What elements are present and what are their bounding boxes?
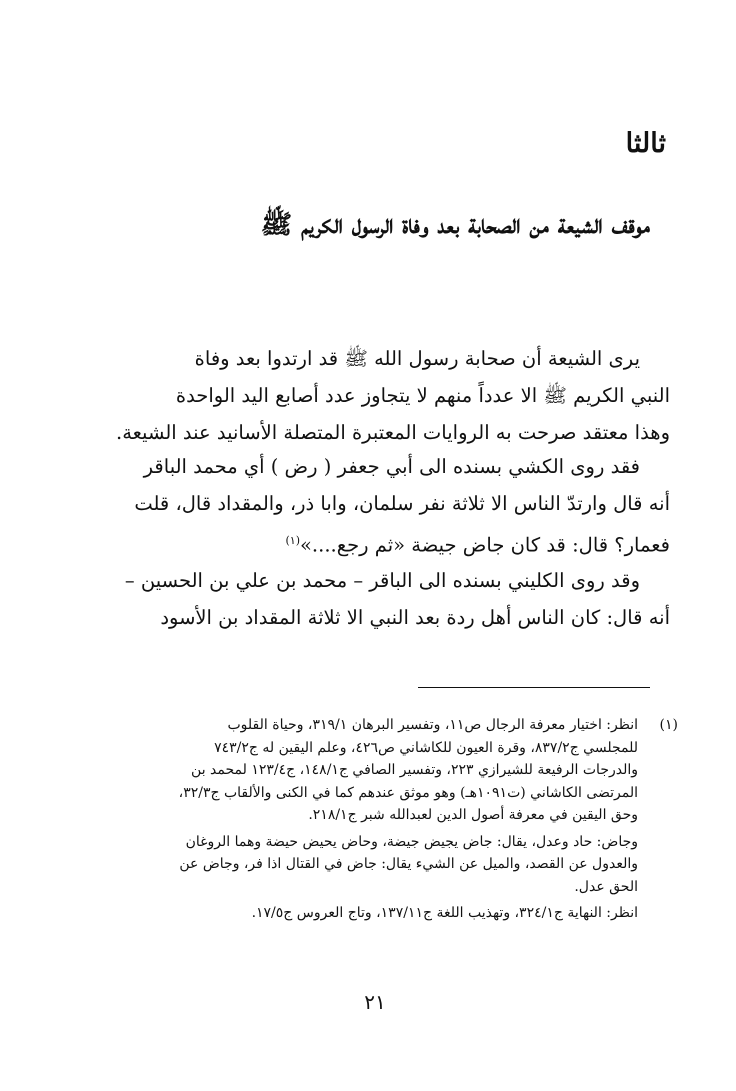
footnote-mark: (١) bbox=[659, 717, 678, 733]
paragraph-3-line-2: أنه قال: كان الناس أهل ردة بعد النبي الا ثلاثة المقداد بن الأسود bbox=[160, 606, 670, 629]
paragraph-2-line-2: أنه قال وارتدّ الناس الا ثلاثة نفر سلمان، وابا ذر، والمقداد قال، قلت bbox=[134, 492, 670, 515]
footnote-separator bbox=[418, 687, 650, 688]
page-number: ٢١ bbox=[364, 990, 386, 1014]
footnote-line: انظر: اختيار معرفة الرجال ص١١، وتفسير البرهان ٣١٩/١، وحياة القلوب bbox=[227, 717, 638, 733]
footnote-source-line: انظر: النهاية ج٣٢٤/١، وتهذيب اللغة ج١٣٧/١١، وتاج العروس ج١٧/٥. bbox=[251, 905, 638, 921]
footnote-line: والدرجات الرفيعة للشيرازي ٢٢٣، وتفسير الصافي ج١٤٨/١، ج١٢٣/٤ لمحمد بن bbox=[191, 762, 638, 778]
footnote-line: للمجلسي ج٨٣٧/٢، وقرة العيون للكاشاني ص٤٢٦، وعلم اليقين له ج٧٤٣/٢ bbox=[214, 739, 638, 756]
paragraph-1-line-1: يرى الشيعة أن صحابة رسول الله ﷺ قد ارتدوا بعد وفاة bbox=[194, 347, 640, 370]
paragraph-3-line-1: وقد روى الكليني بسنده الى الباقر – محمد بن علي بن الحسين – bbox=[124, 569, 640, 592]
footnote-continuation-line: وجاض: حاد وعدل، يقال: جاض يجيض جيضة، وحاض يحيض حيضة وهما الروغان bbox=[185, 833, 638, 850]
paragraph-2-line-3-text: فعمار؟ قال: قد كان جاض جيضة «ثم رجع....» bbox=[300, 533, 670, 557]
section-number-heading: ثالثا bbox=[625, 128, 666, 159]
footnote-1 bbox=[120, 714, 678, 925]
paragraph-1 bbox=[100, 340, 670, 451]
footnote-reference: (١) bbox=[285, 534, 300, 547]
paragraph-2-line-3 bbox=[100, 522, 670, 564]
footnote-line: وحق اليقين في معرفة أصول الدين لعبدالله شبر ج٢١٨/١. bbox=[308, 807, 638, 823]
footnote-continuation-line: الحق عدل. bbox=[574, 878, 638, 895]
paragraph-2-line-1: فقد روى الكشي بسنده الى أبي جعفر ( رض ) أي محمد الباقر bbox=[143, 455, 640, 478]
footnote-continuation-line: والعدول عن القصد، والميل عن الشيء يقال: جاض في القتال اذا فر، وجاض عن bbox=[179, 856, 638, 872]
footnote-line: المرتضى الكاشاني (ت١٠٩١هـ) وهو موثق عندهم كما في الكنى والألقاب ج٣٢/٣، bbox=[178, 784, 638, 801]
footnotes bbox=[120, 714, 678, 929]
paragraph-1-line-2: النبي الكريم ﷺ الا عدداً منهم لا يتجاوز عدد أصابع اليد الواحدة bbox=[175, 384, 670, 407]
paragraph-3 bbox=[100, 562, 670, 636]
chapter-title: موقف الشيعة من الصحابة بعد وفاة الرسول الكريم ﷺ bbox=[260, 210, 650, 240]
paragraph-2 bbox=[100, 448, 670, 564]
paragraph-1-line-3: وهذا معتقد صرحت به الروايات المعتبرة المتصلة الأسانيد عند الشيعة. bbox=[116, 421, 670, 444]
